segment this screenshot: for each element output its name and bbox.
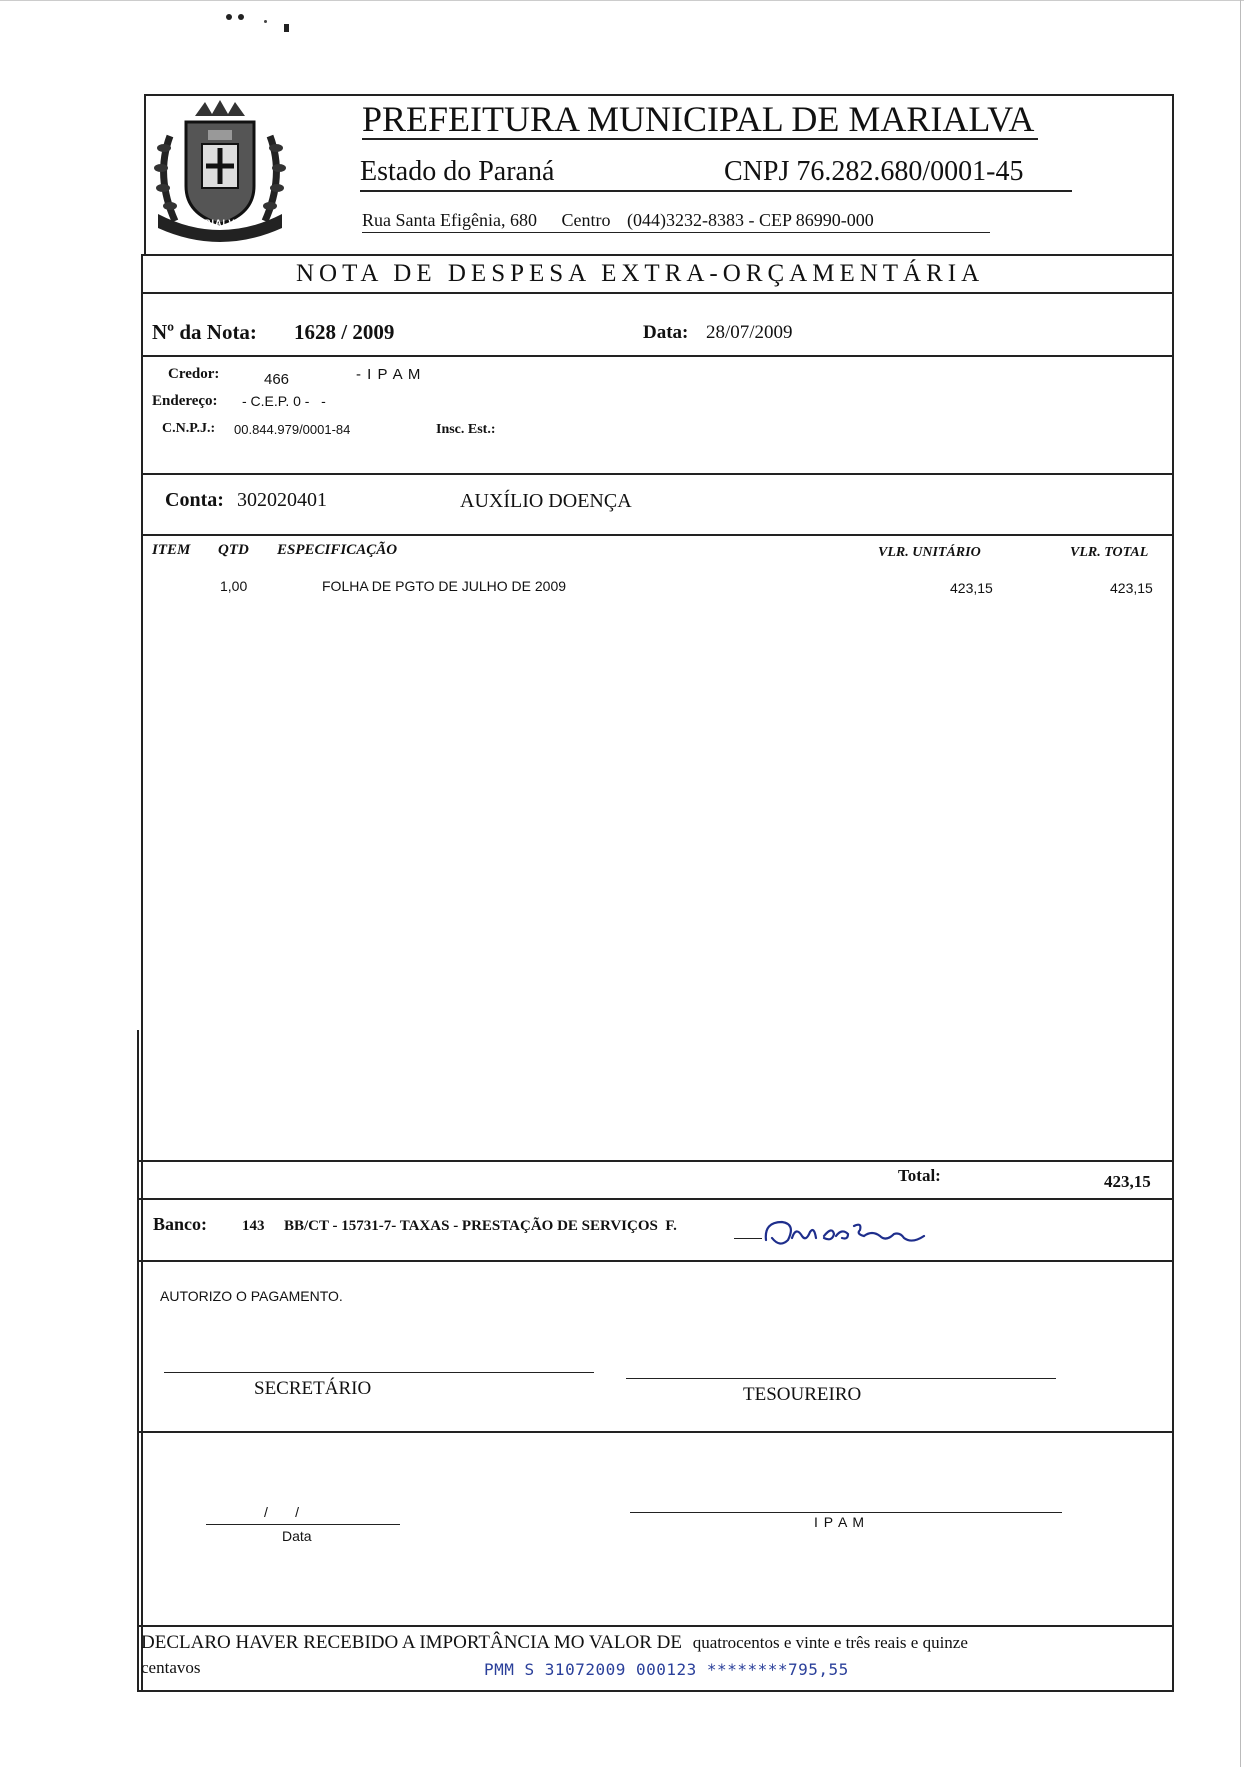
page-title: PREFEITURA MUNICIPAL DE MARIALVA xyxy=(362,99,1035,139)
cnpj-label: C.N.P.J.: xyxy=(162,421,216,436)
address-line: Rua Santa Efigênia, 680 Centro (044)3232-8383 - CEP 86990-000 xyxy=(362,210,874,230)
secretary-signature-label: SECRETÁRIO xyxy=(254,1378,372,1399)
header-item: ITEM xyxy=(152,542,191,558)
row-qty: 1,00 xyxy=(220,578,248,594)
creditor-code: 466 xyxy=(264,371,290,388)
header-spec: ESPECIFICAÇÃO xyxy=(277,542,398,558)
row-unit-value: 423,15 xyxy=(950,580,993,596)
municipal-seal xyxy=(150,96,290,246)
declaration-statement: DECLARO HAVER RECEBIDO A IMPORTÂNCIA MO VALOR DE xyxy=(141,1632,682,1653)
document-title: NOTA DE DESPESA EXTRA-ORÇAMENTÁRIA xyxy=(296,260,985,287)
note-date-value: 28/07/2009 xyxy=(706,322,793,343)
header-qtd: QTD xyxy=(218,542,249,558)
amount-in-words: quatrocentos e vinte e três reais e quinze xyxy=(692,1633,968,1652)
address-label: Endereço: xyxy=(152,393,218,409)
amount-in-words-continued: centavos xyxy=(141,1658,201,1677)
account-label: Conta: xyxy=(165,489,224,511)
account-number: 302020401 xyxy=(237,489,327,511)
note-number-value: 1628 / 2009 xyxy=(294,320,395,344)
address-value: - C.E.P. 0 - - xyxy=(242,393,326,409)
insc-est-label: Insc. Est.: xyxy=(436,422,496,437)
creditor-name: - I P A M xyxy=(356,366,422,383)
state-name: Estado do Paraná xyxy=(360,156,555,187)
account-description: AUXÍLIO DOENÇA xyxy=(460,490,632,512)
bank-label: Banco: xyxy=(153,1214,207,1234)
row-total-value: 423,15 xyxy=(1110,580,1153,596)
total-value: 423,15 xyxy=(1104,1172,1151,1191)
phone-number: (044)3232-8383 xyxy=(626,210,744,230)
bank-details: BB/CT - 15731-7- TAXAS - PRESTAÇÃO DE SERVIÇOS F. xyxy=(284,1218,677,1234)
seal-ribbon-text: MARIALVA xyxy=(188,218,243,228)
cep-code: CEP 86990-000 xyxy=(758,210,874,230)
receipt-date-slashes: / / xyxy=(264,1504,300,1520)
treasurer-signature-label: TESOUREIRO xyxy=(743,1384,862,1405)
note-number-label: Nº da Nota: xyxy=(152,320,257,344)
recipient-signature-label: I P A M xyxy=(814,1514,866,1530)
street-address: Rua Santa Efigênia, 680 xyxy=(362,210,537,230)
bank-code: 143 xyxy=(242,1218,265,1234)
declaration-text xyxy=(141,1632,968,1654)
authorization-text: AUTORIZO O PAGAMENTO. xyxy=(160,1288,343,1304)
receipt-date-label: Data xyxy=(282,1528,312,1544)
payment-stamp: PMM S 31072009 000123 ********795,55 xyxy=(484,1660,849,1679)
header-unit-value: VLR. UNITÁRIO xyxy=(878,545,981,560)
cnpj-number: CNPJ 76.282.680/0001-45 xyxy=(724,156,1024,187)
header-total-value: VLR. TOTAL xyxy=(1070,545,1149,560)
creditor-cnpj: 00.844.979/0001-84 xyxy=(234,422,351,437)
handwritten-signature xyxy=(762,1212,942,1252)
total-label: Total: xyxy=(898,1166,941,1185)
row-spec: FOLHA DE PGTO DE JULHO DE 2009 xyxy=(322,578,567,594)
district: Centro xyxy=(561,210,611,230)
creditor-label: Credor: xyxy=(168,366,220,382)
note-date-label: Data: xyxy=(643,322,689,343)
